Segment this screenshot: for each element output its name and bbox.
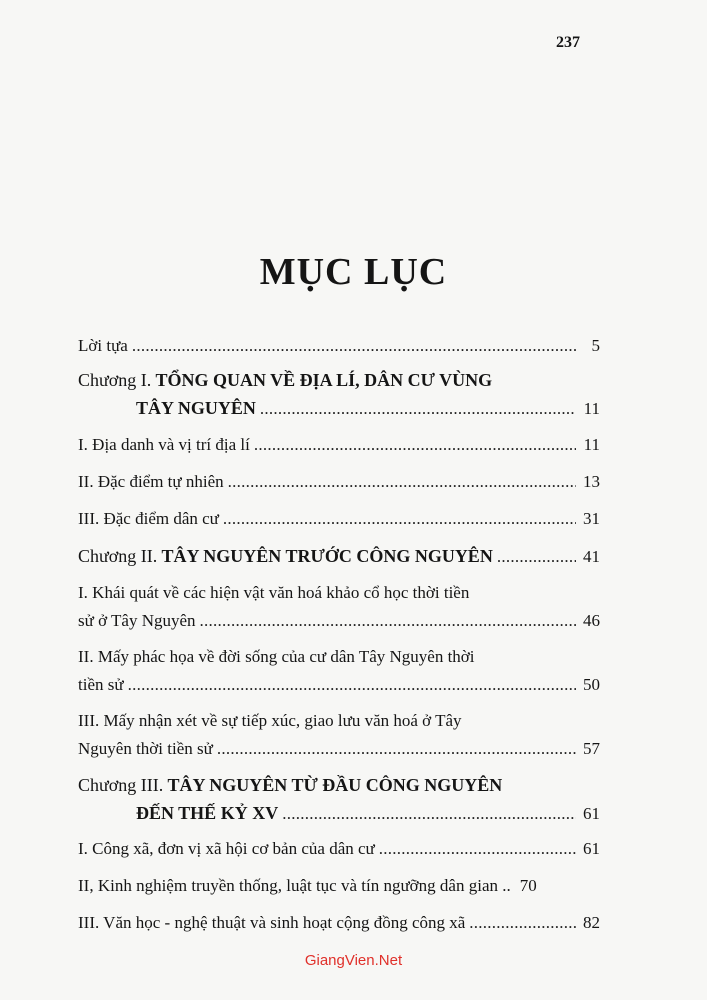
toc-entry-text-cont: sử ở Tây Nguyên bbox=[78, 611, 196, 630]
toc-page-number: 50 bbox=[583, 675, 600, 694]
toc-entry-text-cont: tiền sử bbox=[78, 675, 124, 694]
toc-entry-section bbox=[78, 707, 600, 763]
dot-leader bbox=[379, 835, 576, 863]
dot-leader bbox=[497, 543, 576, 571]
toc-page-number: 31 bbox=[583, 509, 600, 528]
toc-entry-section bbox=[78, 643, 600, 699]
toc-entry-chapter-3 bbox=[78, 771, 600, 827]
toc-entry-text: II. Mấy phác họa về đời sống của cư dân Tây Nguyên thời bbox=[78, 647, 475, 666]
toc-entry-chapter-2 bbox=[78, 542, 600, 570]
chapter-title-line-2: ĐẾN THẾ KỶ XV bbox=[136, 803, 279, 823]
toc-entry-section bbox=[78, 468, 600, 496]
toc-entry-text: Lời tựa bbox=[78, 336, 128, 355]
toc-entry-text: III. Đặc điểm dân cư bbox=[78, 509, 219, 528]
toc-page-number: 61 bbox=[583, 839, 600, 858]
dot-leader bbox=[228, 468, 576, 496]
toc-page-number: 5 bbox=[591, 336, 600, 355]
toc-entry-text: I. Khái quát về các hiện vật văn hoá khảo cổ học thời tiền bbox=[78, 583, 470, 602]
chapter-label: Chương II. bbox=[78, 546, 158, 566]
dot-leader bbox=[200, 607, 576, 635]
chapter-title: TÂY NGUYÊN TRƯỚC CÔNG NGUYÊN bbox=[161, 546, 493, 566]
toc-page-number: 11 bbox=[583, 399, 600, 418]
toc-page-number: 11 bbox=[583, 435, 600, 454]
toc-entry-section bbox=[78, 872, 600, 900]
toc-entry-text: I. Công xã, đơn vị xã hội cơ bản của dân cư bbox=[78, 839, 375, 858]
dot-leader bbox=[128, 671, 576, 699]
chapter-title-line-1: TÂY NGUYÊN TỪ ĐẦU CÔNG NGUYÊN bbox=[167, 775, 503, 795]
toc-entry-text: II. Đặc điểm tự nhiên bbox=[78, 472, 224, 491]
toc-entry-section bbox=[78, 579, 600, 635]
dot-leader bbox=[132, 332, 576, 360]
toc-entry-text: III. Mấy nhận xét về sự tiếp xúc, giao lưu văn hoá ở Tây bbox=[78, 711, 462, 730]
toc-page-number: 57 bbox=[583, 739, 600, 758]
chapter-label: Chương I. bbox=[78, 370, 152, 390]
toc-entry-text: III. Văn học - nghệ thuật và sinh hoạt cộng đồng công xã bbox=[78, 913, 466, 932]
dot-leader bbox=[469, 909, 576, 937]
dot-leader bbox=[260, 395, 576, 423]
dot-leader bbox=[223, 505, 576, 533]
chapter-title-line-1: TỔNG QUAN VỀ ĐỊA LÍ, DÂN CƯ VÙNG bbox=[155, 370, 493, 390]
toc-entry-text-cont: Nguyên thời tiền sử bbox=[78, 739, 213, 758]
watermark: GiangVien.Net bbox=[304, 952, 403, 969]
page-title: MỤC LỤC bbox=[259, 251, 448, 293]
toc-page-number: 13 bbox=[583, 472, 600, 491]
toc-page-number: 82 bbox=[583, 913, 600, 932]
chapter-title-line-2: TÂY NGUYÊN bbox=[136, 398, 256, 418]
toc-page-number: 61 bbox=[583, 804, 600, 823]
toc-entry-preface bbox=[78, 332, 600, 360]
page-number: 237 bbox=[556, 34, 580, 51]
toc-entry-text: II, Kinh nghiệm truyền thống, luật tục và tín ngưỡng dân gian .. bbox=[78, 876, 511, 895]
toc-entry-section bbox=[78, 835, 600, 863]
toc-page-number: 46 bbox=[583, 611, 600, 630]
toc-entry-section bbox=[78, 505, 600, 533]
toc-page-number: 70 bbox=[519, 876, 537, 895]
dot-leader bbox=[217, 735, 576, 763]
toc-entry-chapter-1 bbox=[78, 366, 600, 422]
toc-entry-section bbox=[78, 909, 600, 937]
toc-entry-section bbox=[78, 431, 600, 459]
dot-leader bbox=[254, 431, 576, 459]
dot-leader bbox=[282, 800, 576, 828]
toc-page-number: 41 bbox=[583, 547, 600, 566]
toc-entry-text: I. Địa danh và vị trí địa lí bbox=[78, 435, 250, 454]
table-of-contents bbox=[78, 332, 600, 937]
chapter-label: Chương III. bbox=[78, 775, 164, 795]
